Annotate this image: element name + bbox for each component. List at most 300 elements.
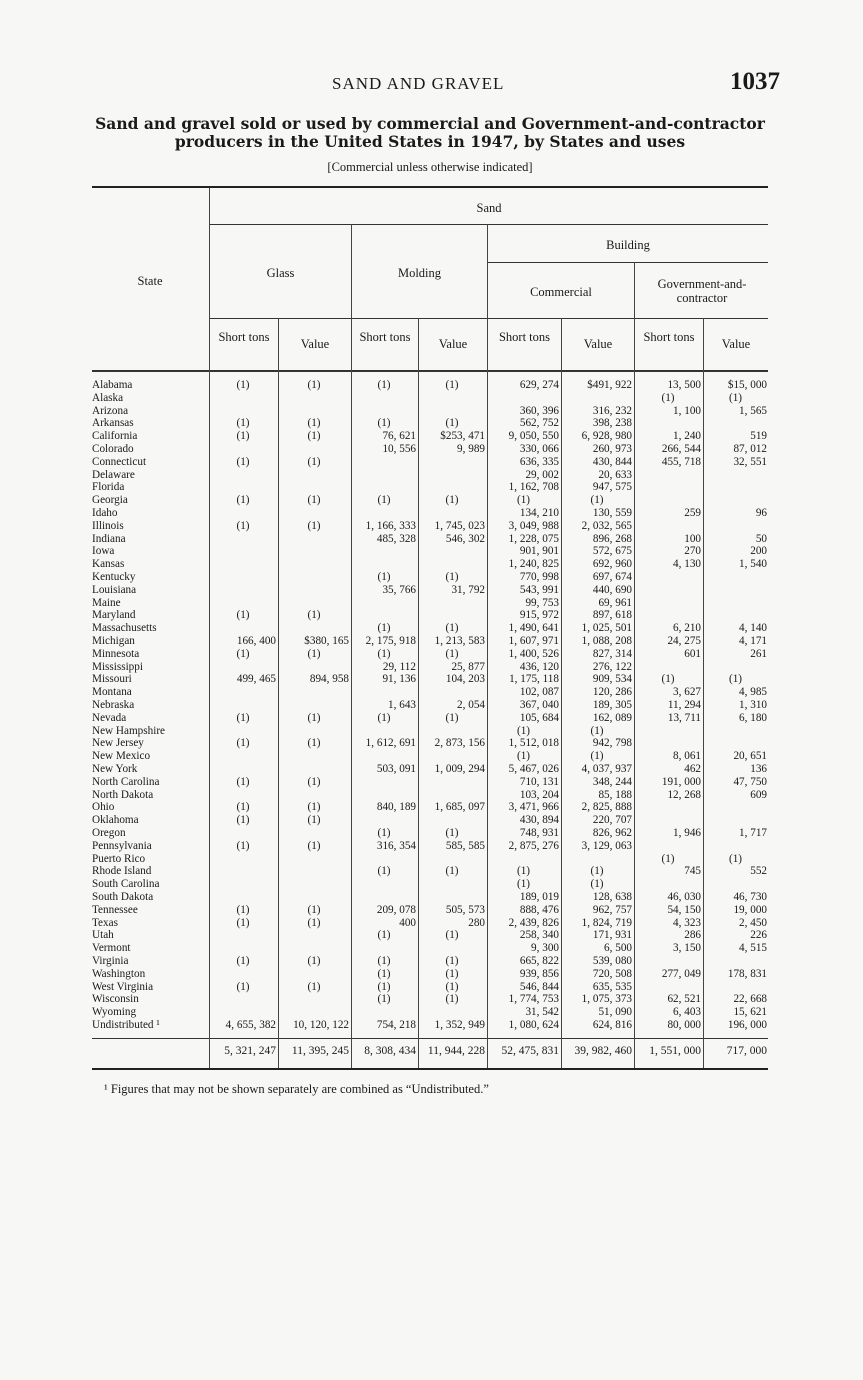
commercial-value-cell: (1) bbox=[590, 750, 604, 763]
table-row bbox=[0, 763, 863, 776]
govt-value-cell: (1) bbox=[728, 391, 743, 404]
govt-value-cell: 6, 180 bbox=[739, 711, 767, 724]
state-name: Maryland bbox=[92, 609, 136, 622]
commercial-tons-cell: 31, 542 bbox=[525, 1006, 559, 1019]
commercial-tons-cell: 134, 210 bbox=[519, 507, 559, 519]
table-row bbox=[0, 686, 863, 699]
molding-tons-cell: 1, 612, 691 bbox=[365, 737, 416, 750]
commercial-tons-cell: 1, 162, 708 bbox=[508, 481, 559, 494]
table-row bbox=[0, 865, 863, 878]
govt-value-cell: 50 bbox=[755, 532, 767, 545]
commercial-value-cell: 162, 089 bbox=[592, 711, 632, 724]
glass-tons-header: Short tons bbox=[218, 330, 270, 344]
molding-tons-cell: (1) bbox=[377, 993, 391, 1006]
commercial-value-cell: 220, 707 bbox=[592, 814, 632, 827]
glass-tons-cell: (1) bbox=[236, 839, 250, 852]
govt-tons-cell: 13, 500 bbox=[667, 379, 701, 391]
commercial-tons-cell: 5, 467, 026 bbox=[508, 763, 559, 775]
commercial-tons-cell: 3, 471, 966 bbox=[508, 801, 559, 814]
commercial-tons-cell: 546, 844 bbox=[519, 980, 559, 993]
commercial-tons-cell: 29, 002 bbox=[525, 468, 559, 481]
molding-tons-cell: (1) bbox=[377, 955, 391, 967]
glass-value-cell: $380, 165 bbox=[304, 635, 349, 647]
state-name: South Dakota bbox=[92, 891, 154, 903]
total-commercial-tons: 52, 475, 831 bbox=[501, 1045, 559, 1057]
glass-value-cell: (1) bbox=[307, 801, 321, 814]
commercial-value-cell: (1) bbox=[590, 878, 604, 891]
molding-tons-cell: (1) bbox=[377, 417, 391, 430]
molding-value-cell: (1) bbox=[445, 980, 459, 993]
commercial-tons-cell: (1) bbox=[516, 494, 531, 507]
molding-tons-cell: 1, 643 bbox=[388, 699, 416, 711]
table-title: Sand and gravel sold or used by commercial and Government-and-contractor producers in the United States in 1947, by States and uses bbox=[95, 114, 765, 151]
commercial-value-cell: 635, 535 bbox=[592, 980, 632, 993]
state-name: Louisiana bbox=[92, 583, 137, 596]
govt-tons-cell: 266, 544 bbox=[661, 443, 701, 455]
state-name: Undistributed ¹ bbox=[92, 1019, 160, 1031]
state-name: Michigan bbox=[92, 635, 135, 647]
table-row bbox=[0, 635, 863, 648]
commercial-tons-cell: 189, 019 bbox=[519, 891, 559, 903]
molding-tons-cell: 76, 621 bbox=[382, 430, 416, 443]
state-name: Massachusetts bbox=[92, 622, 157, 635]
govt-tons-cell: 46, 030 bbox=[667, 891, 701, 903]
molding-value-cell: (1) bbox=[445, 955, 459, 967]
govt-tons-cell: 13, 711 bbox=[667, 711, 701, 724]
table-row bbox=[0, 737, 863, 750]
glass-value-cell: 10, 120, 122 bbox=[293, 1019, 349, 1031]
commercial-value-cell: 20, 633 bbox=[598, 468, 632, 481]
table-row bbox=[0, 993, 863, 1006]
table-row bbox=[0, 661, 863, 674]
commercial-value-cell: 1, 088, 208 bbox=[581, 635, 632, 647]
commercial-value-cell: 2, 032, 565 bbox=[581, 519, 632, 532]
building-rule bbox=[488, 262, 768, 263]
govt-tons-cell: 462 bbox=[684, 763, 701, 775]
govt-value-cell: 4, 171 bbox=[739, 635, 767, 647]
table-row bbox=[0, 789, 863, 802]
govt-value-cell: 519 bbox=[750, 430, 767, 443]
commercial-tons-cell: 1, 080, 624 bbox=[508, 1019, 559, 1031]
govt-value-cell: 32, 551 bbox=[733, 455, 767, 468]
molding-tons-cell: (1) bbox=[377, 980, 391, 993]
govt-value-cell: 1, 310 bbox=[739, 699, 767, 711]
govt-tons-cell: 3, 627 bbox=[673, 686, 701, 699]
glass-tons-cell: (1) bbox=[236, 647, 250, 660]
govt-value-cell: 196, 000 bbox=[727, 1019, 767, 1031]
state-name: Tennessee bbox=[92, 903, 138, 916]
table-row bbox=[0, 699, 863, 712]
commercial-tons-cell: 258, 340 bbox=[519, 929, 559, 942]
table-row bbox=[0, 481, 863, 494]
table-row bbox=[0, 840, 863, 853]
govt-tons-cell: 601 bbox=[684, 647, 701, 660]
table-row bbox=[0, 955, 863, 968]
state-name: Wisconsin bbox=[92, 993, 139, 1006]
table-row bbox=[0, 584, 863, 597]
molding-tons-cell: (1) bbox=[377, 827, 391, 839]
commercial-tons-cell: 665, 822 bbox=[519, 955, 559, 967]
molding-value-header: Value bbox=[438, 337, 468, 351]
state-name: Georgia bbox=[92, 494, 128, 507]
molding-tons-cell: (1) bbox=[377, 967, 391, 980]
govt-value-cell: 200 bbox=[750, 545, 767, 558]
table-row bbox=[0, 917, 863, 930]
govt-value-cell: 1, 565 bbox=[739, 404, 767, 417]
glass-value-cell: (1) bbox=[307, 980, 321, 993]
molding-value-cell: (1) bbox=[445, 929, 459, 942]
commercial-value-cell: 962, 757 bbox=[592, 903, 632, 916]
commercial-value-cell: (1) bbox=[590, 865, 604, 878]
table-row bbox=[0, 1019, 863, 1032]
govt-tons-cell: 54, 150 bbox=[667, 903, 701, 916]
govt-value-cell: 46, 730 bbox=[733, 891, 767, 903]
glass-value-cell: (1) bbox=[307, 519, 321, 532]
molding-value-cell: (1) bbox=[445, 622, 459, 635]
state-name: Arkansas bbox=[92, 417, 134, 430]
molding-header: Molding bbox=[397, 266, 442, 280]
total-govt-value: 717, 000 bbox=[726, 1045, 767, 1057]
glass-tons-cell: (1) bbox=[236, 494, 250, 507]
state-name: California bbox=[92, 430, 138, 443]
table-row bbox=[0, 750, 863, 763]
commercial-tons-cell: 1, 607, 971 bbox=[508, 635, 559, 647]
state-name: Kentucky bbox=[92, 571, 136, 583]
table-row bbox=[0, 507, 863, 520]
total-molding-value: 11, 944, 228 bbox=[427, 1045, 485, 1057]
molding-value-cell: (1) bbox=[445, 494, 459, 507]
commercial-tons-cell: 9, 050, 550 bbox=[508, 430, 559, 443]
molding-value-cell: (1) bbox=[445, 865, 459, 878]
table-row bbox=[0, 827, 863, 840]
govt-tons-cell: 11, 294 bbox=[667, 699, 701, 711]
state-name: Oregon bbox=[92, 827, 126, 839]
molding-tons-cell: 840, 189 bbox=[376, 801, 416, 814]
govt-tons-header: Short tons bbox=[643, 330, 695, 344]
commercial-value-cell: 128, 638 bbox=[592, 891, 632, 903]
glass-header: Glass bbox=[266, 266, 295, 280]
table-row bbox=[0, 494, 863, 507]
molding-tons-cell: 400 bbox=[399, 916, 416, 929]
govt-value-cell: 1, 717 bbox=[739, 827, 767, 839]
commercial-header: Commercial bbox=[530, 285, 592, 299]
state-name: Idaho bbox=[92, 507, 118, 519]
govt-value-cell: 552 bbox=[750, 865, 767, 878]
molding-tons-cell: 316, 354 bbox=[376, 839, 416, 852]
table-row bbox=[0, 891, 863, 904]
molding-value-cell: 31, 792 bbox=[451, 583, 485, 596]
glass-value-cell: (1) bbox=[307, 711, 321, 724]
sand-header: Sand bbox=[476, 201, 502, 215]
molding-value-cell: 505, 573 bbox=[445, 903, 485, 916]
molding-value-cell: 1, 009, 294 bbox=[434, 763, 485, 775]
table-row bbox=[0, 1006, 863, 1019]
glass-value-cell: (1) bbox=[307, 494, 321, 507]
state-name: North Carolina bbox=[92, 775, 160, 788]
molding-tons-cell: 29, 112 bbox=[382, 660, 416, 673]
state-name: West Virginia bbox=[92, 980, 154, 993]
table-row bbox=[0, 981, 863, 994]
govt-tons-cell: 455, 718 bbox=[661, 455, 701, 468]
molding-tons-cell: 1, 166, 333 bbox=[365, 519, 416, 532]
glass-tons-cell: 166, 400 bbox=[236, 635, 276, 647]
molding-tons-cell: (1) bbox=[377, 571, 391, 583]
top-rule bbox=[92, 186, 768, 188]
molding-value-cell: (1) bbox=[445, 571, 459, 583]
state-name: Wyoming bbox=[92, 1006, 137, 1019]
commercial-tons-cell: 436, 120 bbox=[519, 660, 559, 673]
table-row bbox=[0, 609, 863, 622]
govt-value-cell: 2, 450 bbox=[739, 916, 767, 929]
molding-value-cell: 1, 745, 023 bbox=[434, 519, 485, 532]
molding-value-cell: 1, 352, 949 bbox=[434, 1019, 485, 1031]
govt-value-cell: 22, 668 bbox=[733, 993, 767, 1006]
govt-value-cell: 136 bbox=[750, 763, 767, 775]
table-subtitle: [Commercial unless otherwise indicated] bbox=[327, 160, 533, 174]
commercial-tons-cell: 629, 274 bbox=[519, 379, 559, 391]
state-name: Pennsylvania bbox=[92, 839, 152, 852]
state-name: Alaska bbox=[92, 391, 124, 404]
molding-value-cell: (1) bbox=[445, 993, 459, 1006]
commercial-value-cell: $491, 922 bbox=[587, 379, 632, 391]
molding-value-cell: 1, 685, 097 bbox=[434, 801, 485, 814]
molding-value-cell: (1) bbox=[445, 711, 459, 724]
table-row bbox=[0, 648, 863, 661]
molding-value-cell: (1) bbox=[445, 827, 459, 839]
molding-value-cell: 280 bbox=[468, 916, 485, 929]
state-name: Washington bbox=[92, 967, 146, 980]
commercial-tons-cell: 367, 040 bbox=[519, 699, 559, 711]
commercial-value-cell: (1) bbox=[590, 724, 604, 737]
govt-value-cell: 226 bbox=[750, 929, 767, 942]
glass-value-cell: (1) bbox=[307, 955, 321, 967]
molding-value-cell: 2, 054 bbox=[457, 699, 485, 711]
commercial-value-header: Value bbox=[583, 337, 613, 351]
commercial-value-cell: 947, 575 bbox=[592, 481, 632, 494]
govt-tons-cell: 3, 150 bbox=[673, 942, 701, 955]
commercial-value-cell: 316, 232 bbox=[592, 404, 632, 417]
table-row bbox=[0, 392, 863, 405]
table-row bbox=[0, 968, 863, 981]
commercial-value-cell: 6, 928, 980 bbox=[581, 430, 632, 443]
state-name: Illinois bbox=[92, 519, 124, 532]
govt-value-cell: (1) bbox=[728, 852, 743, 865]
commercial-tons-cell: 102, 087 bbox=[519, 686, 559, 699]
commercial-tons-cell: 9, 300 bbox=[531, 942, 559, 955]
commercial-value-cell: 3, 129, 063 bbox=[581, 839, 632, 852]
table-row bbox=[0, 712, 863, 725]
glass-value-cell: (1) bbox=[307, 417, 321, 430]
glass-value-cell: (1) bbox=[307, 814, 321, 827]
commercial-value-cell: 942, 798 bbox=[592, 737, 632, 750]
molding-tons-cell: (1) bbox=[377, 379, 391, 391]
table-row bbox=[0, 545, 863, 558]
commercial-value-cell: 130, 559 bbox=[592, 507, 632, 519]
commercial-tons-cell: 1, 490, 641 bbox=[508, 622, 559, 635]
state-name: New Jersey bbox=[92, 737, 144, 750]
table-row bbox=[0, 558, 863, 571]
state-name: South Carolina bbox=[92, 878, 160, 891]
govt-value-cell: 4, 985 bbox=[739, 686, 767, 699]
header-rule bbox=[92, 370, 768, 372]
commercial-value-cell: 430, 844 bbox=[592, 455, 632, 468]
commercial-tons-cell: 770, 998 bbox=[519, 571, 559, 583]
govt-tons-cell: 80, 000 bbox=[667, 1019, 701, 1031]
table-row bbox=[0, 443, 863, 456]
commercial-tons-cell: 99, 753 bbox=[525, 596, 559, 609]
govt-tons-cell: 259 bbox=[684, 507, 701, 519]
glass-tons-cell: 499, 465 bbox=[236, 673, 276, 686]
molding-tons-cell: (1) bbox=[377, 865, 391, 878]
glass-tons-cell: (1) bbox=[236, 430, 250, 443]
state-name: Utah bbox=[92, 929, 114, 942]
state-name: Puerto Rico bbox=[92, 852, 146, 865]
commercial-value-cell: 4, 037, 937 bbox=[581, 763, 632, 775]
commercial-value-cell: 85, 188 bbox=[598, 788, 632, 801]
table-row bbox=[0, 571, 863, 584]
govt-tons-cell: 4, 323 bbox=[673, 916, 701, 929]
table-row bbox=[0, 417, 863, 430]
govt-tons-cell: 6, 403 bbox=[673, 1006, 701, 1019]
table-row bbox=[0, 725, 863, 738]
commercial-value-cell: 896, 268 bbox=[592, 532, 632, 545]
glass-tons-cell: (1) bbox=[236, 455, 250, 468]
molding-value-cell: (1) bbox=[445, 967, 459, 980]
govt-tons-cell: 745 bbox=[684, 865, 701, 878]
molding-tons-cell: 35, 766 bbox=[382, 583, 416, 596]
state-name: Oklahoma bbox=[92, 814, 139, 827]
state-name: Colorado bbox=[92, 443, 134, 455]
commercial-value-cell: 720, 508 bbox=[592, 967, 632, 980]
glass-tons-cell: (1) bbox=[236, 903, 250, 916]
commercial-tons-cell: 710, 131 bbox=[519, 775, 559, 788]
commercial-value-cell: 51, 090 bbox=[598, 1006, 632, 1019]
commercial-value-cell: 440, 690 bbox=[592, 583, 632, 596]
table-row bbox=[0, 533, 863, 546]
molding-tons-cell: 485, 328 bbox=[376, 532, 416, 545]
total-molding-tons: 8, 308, 434 bbox=[364, 1045, 416, 1057]
govt-tons-cell: 191, 000 bbox=[661, 775, 701, 788]
commercial-tons-cell: 1, 228, 075 bbox=[508, 532, 559, 545]
commercial-value-cell: 2, 825, 888 bbox=[581, 801, 632, 814]
govt-value-cell: 261 bbox=[750, 647, 767, 660]
commercial-tons-cell: 901, 901 bbox=[519, 545, 559, 558]
table-row bbox=[0, 942, 863, 955]
molding-value-cell: 1, 213, 583 bbox=[434, 635, 485, 647]
govt-value-cell: 4, 140 bbox=[739, 622, 767, 635]
state-name: Montana bbox=[92, 686, 132, 699]
commercial-tons-cell: (1) bbox=[516, 865, 531, 878]
state-name: Ohio bbox=[92, 801, 115, 814]
molding-tons-cell: (1) bbox=[377, 494, 391, 507]
commercial-value-cell: 6, 500 bbox=[604, 942, 632, 955]
table-row bbox=[0, 379, 863, 392]
commercial-tons-cell: 915, 972 bbox=[519, 609, 559, 622]
state-name: Arizona bbox=[92, 404, 129, 417]
commercial-value-cell: 909, 534 bbox=[592, 673, 632, 686]
state-name: New York bbox=[92, 763, 138, 775]
govt-header: Government-and-contractor bbox=[657, 277, 747, 305]
glass-value-cell: (1) bbox=[307, 775, 321, 788]
state-name: Texas bbox=[92, 916, 118, 929]
state-header: State bbox=[137, 274, 163, 288]
table-row bbox=[0, 776, 863, 789]
state-name: Nebraska bbox=[92, 699, 135, 711]
commercial-tons-cell: 1, 774, 753 bbox=[508, 993, 559, 1006]
molding-value-cell: (1) bbox=[445, 647, 459, 660]
govt-tons-cell: (1) bbox=[661, 673, 675, 686]
govt-tons-cell: 270 bbox=[684, 545, 701, 558]
govt-value-cell: 178, 831 bbox=[727, 967, 767, 980]
govt-value-cell: 19, 000 bbox=[733, 903, 767, 916]
glass-tons-cell: (1) bbox=[236, 980, 250, 993]
total-glass-tons: 5, 321, 247 bbox=[224, 1045, 276, 1057]
commercial-value-cell: 539, 080 bbox=[592, 955, 632, 967]
govt-tons-cell: 100 bbox=[684, 532, 701, 545]
govt-value-cell: 47, 750 bbox=[733, 775, 767, 788]
glass-value-cell: (1) bbox=[307, 839, 321, 852]
molding-tons-cell: 10, 556 bbox=[382, 443, 416, 455]
state-name: Kansas bbox=[92, 558, 125, 571]
govt-value-header: Value bbox=[721, 337, 751, 351]
molding-tons-cell: 2, 175, 918 bbox=[365, 635, 416, 647]
glass-value-cell: (1) bbox=[307, 379, 321, 391]
state-name: New Hampshire bbox=[92, 724, 166, 737]
commercial-tons-cell: 2, 439, 826 bbox=[508, 916, 559, 929]
state-name: Mississippi bbox=[92, 660, 143, 673]
govt-tons-cell: 6, 210 bbox=[673, 622, 701, 635]
state-name: Virginia bbox=[92, 955, 129, 967]
commercial-value-cell: 826, 962 bbox=[592, 827, 632, 839]
molding-tons-cell: 754, 218 bbox=[376, 1019, 416, 1031]
commercial-tons-cell: 636, 335 bbox=[519, 455, 559, 468]
commercial-tons-cell: (1) bbox=[516, 724, 531, 737]
molding-tons-cell: (1) bbox=[377, 622, 391, 635]
state-name: Maine bbox=[92, 596, 121, 609]
glass-value-cell: (1) bbox=[307, 455, 321, 468]
state-name: North Dakota bbox=[92, 788, 154, 801]
commercial-value-cell: 1, 075, 373 bbox=[581, 993, 632, 1006]
total-glass-value: 11, 395, 245 bbox=[291, 1045, 349, 1057]
commercial-tons-cell: (1) bbox=[516, 878, 531, 891]
commercial-value-cell: 697, 674 bbox=[592, 571, 632, 583]
totals-row bbox=[0, 1045, 863, 1059]
commercial-value-cell: 260, 973 bbox=[592, 443, 632, 455]
glass-tons-cell: (1) bbox=[236, 519, 250, 532]
commercial-value-cell: 348, 244 bbox=[592, 775, 632, 788]
state-name: Minnesota bbox=[92, 647, 140, 660]
molding-tons-cell: (1) bbox=[377, 929, 391, 942]
govt-value-cell: 4, 515 bbox=[739, 942, 767, 955]
commercial-tons-cell: 1, 400, 526 bbox=[508, 647, 559, 660]
molding-value-cell: 585, 585 bbox=[445, 839, 485, 852]
govt-value-cell: 1, 540 bbox=[739, 558, 767, 571]
commercial-tons-cell: 543, 991 bbox=[519, 583, 559, 596]
commercial-value-cell: 897, 618 bbox=[592, 609, 632, 622]
commercial-value-cell: 624, 816 bbox=[592, 1019, 632, 1031]
commercial-tons-cell: 330, 066 bbox=[519, 443, 559, 455]
table-row bbox=[0, 801, 863, 814]
govt-tons-cell: 277, 049 bbox=[661, 967, 701, 980]
commercial-tons-cell: 3, 049, 988 bbox=[508, 519, 559, 532]
commercial-tons-cell: 1, 240, 825 bbox=[508, 558, 559, 571]
commercial-value-cell: 827, 314 bbox=[592, 647, 632, 660]
molding-tons-cell: (1) bbox=[377, 711, 391, 724]
commercial-tons-cell: 105, 684 bbox=[519, 711, 559, 724]
glass-tons-cell: (1) bbox=[236, 955, 250, 967]
molding-value-cell: 9, 989 bbox=[457, 443, 485, 455]
govt-value-cell: $15, 000 bbox=[727, 379, 767, 391]
